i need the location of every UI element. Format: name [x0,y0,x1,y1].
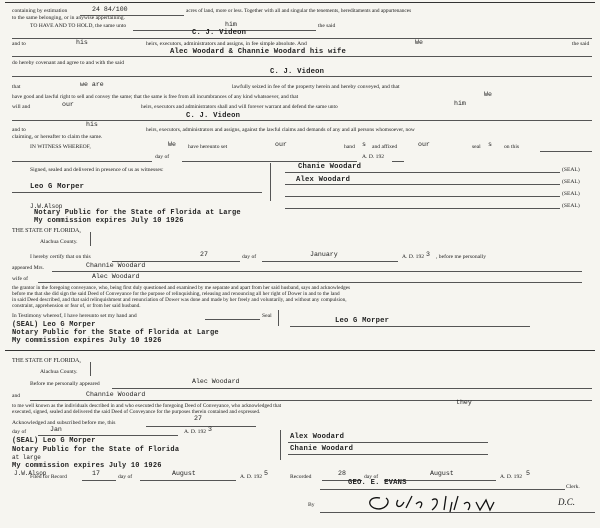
text: have good and lawful right to sell and convey the same; that the same is free from all incumbrances of any kind whatsoever, and that [12,94,299,100]
text: and [12,393,21,399]
text: day of [364,474,379,480]
text: A. D. 192 [362,154,385,160]
pronoun-him: him [454,100,466,107]
text: day of [242,254,257,260]
filed-month: August [172,470,196,477]
text: Seal [262,313,272,319]
ack-day: 27 [194,415,202,422]
pronoun-our: our [62,101,74,108]
county-name: Alachua County. [40,239,78,245]
plural-s: s [488,141,492,148]
they-word: they [456,399,472,406]
section-divider [5,350,595,351]
ack-month: January [310,251,338,258]
text: appeared Mrs. [12,265,44,271]
pronoun-his: his [86,121,98,128]
seal-label: (SEAL) [562,179,580,185]
ack-month: Jan [50,426,62,433]
appeared-name: Channie Woodard [86,391,146,398]
recorded-month: August [430,470,454,477]
paragraph-line: constraint, apprehension or fear of, or from her said husband. [12,303,141,309]
state-heading: THE STATE OF FLORIDA, [12,228,81,234]
text: the said [572,41,590,47]
text: A. D. 192 [184,429,207,435]
pronoun-we: We [168,141,176,148]
grantee-name: C. J. Videon [186,112,241,120]
appeared-name: Alec Woodard [192,378,240,385]
text: day of [155,154,170,160]
text: Signed, sealed and delivered in presence of us as witnesses: [30,167,164,173]
text: Recorded [290,474,312,480]
text: containing by estimation [12,8,68,14]
text: A. D. 192 [240,474,263,480]
pronoun-our: our [418,141,430,148]
text: day of [118,474,133,480]
recorded-year: 5 [526,470,530,477]
top-rule [5,2,595,3]
pronoun-him: him [225,21,237,28]
pronoun-we: We [415,39,423,46]
grantee-name: C. J. Videon [192,29,247,37]
text: and to [12,41,26,47]
notary-public: Notary Public for the State of Florida at Large [12,329,219,337]
ack-year: 3 [426,251,430,258]
text: on this [504,144,520,150]
text: In Testimony whereof, I have hereunto set my hand and [12,313,137,319]
text: do hereby covenant and agree to and with the said [12,60,124,66]
commission-expires: My commission expires July 10 1926 [34,217,184,225]
text: that [12,84,21,90]
clerk-label: Clerk. [566,484,580,490]
text: heirs, executors and administrators shall and will forever warrant and defend the same unto [141,104,338,110]
notary-seal-tag: (SEAL) Leo G Morper [12,437,96,445]
seal-label: (SEAL) [562,203,580,209]
text: I hereby certify that on this [30,254,91,260]
ack-day: 27 [200,251,208,258]
seal-label: (SEAL) [562,167,580,173]
notary-public: Notary Public for the State of Florida at Large [34,209,241,217]
text: hand [344,144,355,150]
seal-label: (SEAL) [562,191,580,197]
witness-alsop: J.W.Alsop [30,203,63,210]
text: Filed for Record [30,474,67,480]
text: have hereunto set [188,144,228,150]
text: heirs, executors, administrators and assigns, in fee simple absolute. And [146,41,307,47]
clerk-initials: J.W.Alsop [14,470,47,477]
text: IN WITNESS WHEREOF, [30,144,91,150]
paragraph-line: executed, signed, sealed and delivered the said Deed of Conveyance for the purposes therein contained and expressed. [12,409,261,415]
notary-seal-tag: (SEAL) Leo G Morper [12,321,96,329]
recorded-day: 28 [338,470,346,477]
clerk-name: GEO. E. EVANS [348,479,407,487]
signature-channie: Chanie Woodard [298,163,362,171]
text: and affixed [372,144,398,150]
text: Acknowledged and subscribed before me, this [12,420,116,426]
text: wife of [12,276,28,282]
pronoun-his: his [76,39,88,46]
plural-s: s [362,141,366,148]
grantors-name: Alec Woodard & Channie Woodard his wife [170,48,347,56]
paragraph-line: to me well known as the individuals described in and who executed the foregoing Deed of Conveyance, who acknowledged that [12,403,282,409]
commission-expires: My commission expires July 10 1926 [12,337,162,345]
text: A. D. 192 [402,254,425,260]
text: heirs, executors, administrators and assigns, against the lawful claims and demands of any and all persons whomsoever, now [146,127,415,133]
text: acres of land, more or less. Together with all and singular the tenements, hereditaments and appurtenances [186,8,412,14]
filed-year: 5 [264,470,268,477]
text: lawfully seized in fee of the property herein and hereby conveyed, and that [232,84,400,90]
text: to the same belonging, or in anywise appertaining. [12,15,125,21]
notary-signature: Leo G Morper [335,317,390,325]
text: , before me personally [436,254,487,260]
ack-year: 3 [208,426,212,433]
paragraph-line: before me that she did sign the said Deed of Conveyance for the purpose of relinquishing, releasing and renouncing all her right of Dower in and to the land [12,291,340,297]
notary-public: Notary Public for the State of Florida [12,446,180,454]
husband-name: Alec Woodard [92,273,140,280]
county-name: Alachua County. [40,369,78,375]
dc-label: D.C. [558,497,576,507]
pronoun-we: We [484,91,492,98]
text: and to [12,127,26,133]
we-are: we are [80,81,104,88]
witness-name: Leo G Morper [30,183,85,191]
pronoun-our: our [275,141,287,148]
paragraph-line: the grantor in the foregoing conveyance, who, being first duly questioned and examined by me separate and apart from her said husband, says and acknowledges [12,285,351,291]
text: will and [12,104,31,110]
text: claiming, or hereafter to claim the same. [12,134,103,140]
text: seal [472,144,481,150]
text: Before me personally appeared [30,381,100,387]
commission-expires: My commission expires July 10 1926 [12,462,162,470]
text: A. D. 192 [500,474,523,480]
text: TO HAVE AND TO HOLD, the same unto [30,23,127,29]
grantee-name: C. J. Videon [270,68,325,76]
notary-at-large: at large [12,454,41,461]
signature-alex: Alex Woodard [290,433,345,441]
state-heading: THE STATE OF FLORIDA, [12,358,81,364]
acres-value: 24 84/100 [92,6,128,13]
paragraph-line: in said Deed described, and that said relinquishment and renunciation of Dower was done and made by her freely and voluntarily, and without any compulsion, [12,297,347,303]
mrs-name: Channie Woodard [86,262,146,269]
signature-alex: Alex Woodard [296,176,351,184]
text: the said [318,23,336,29]
by-label: By [308,502,315,508]
signature-channie: Chanie Woodard [290,445,354,453]
filed-day: 17 [92,470,100,477]
text: day of [12,429,27,435]
